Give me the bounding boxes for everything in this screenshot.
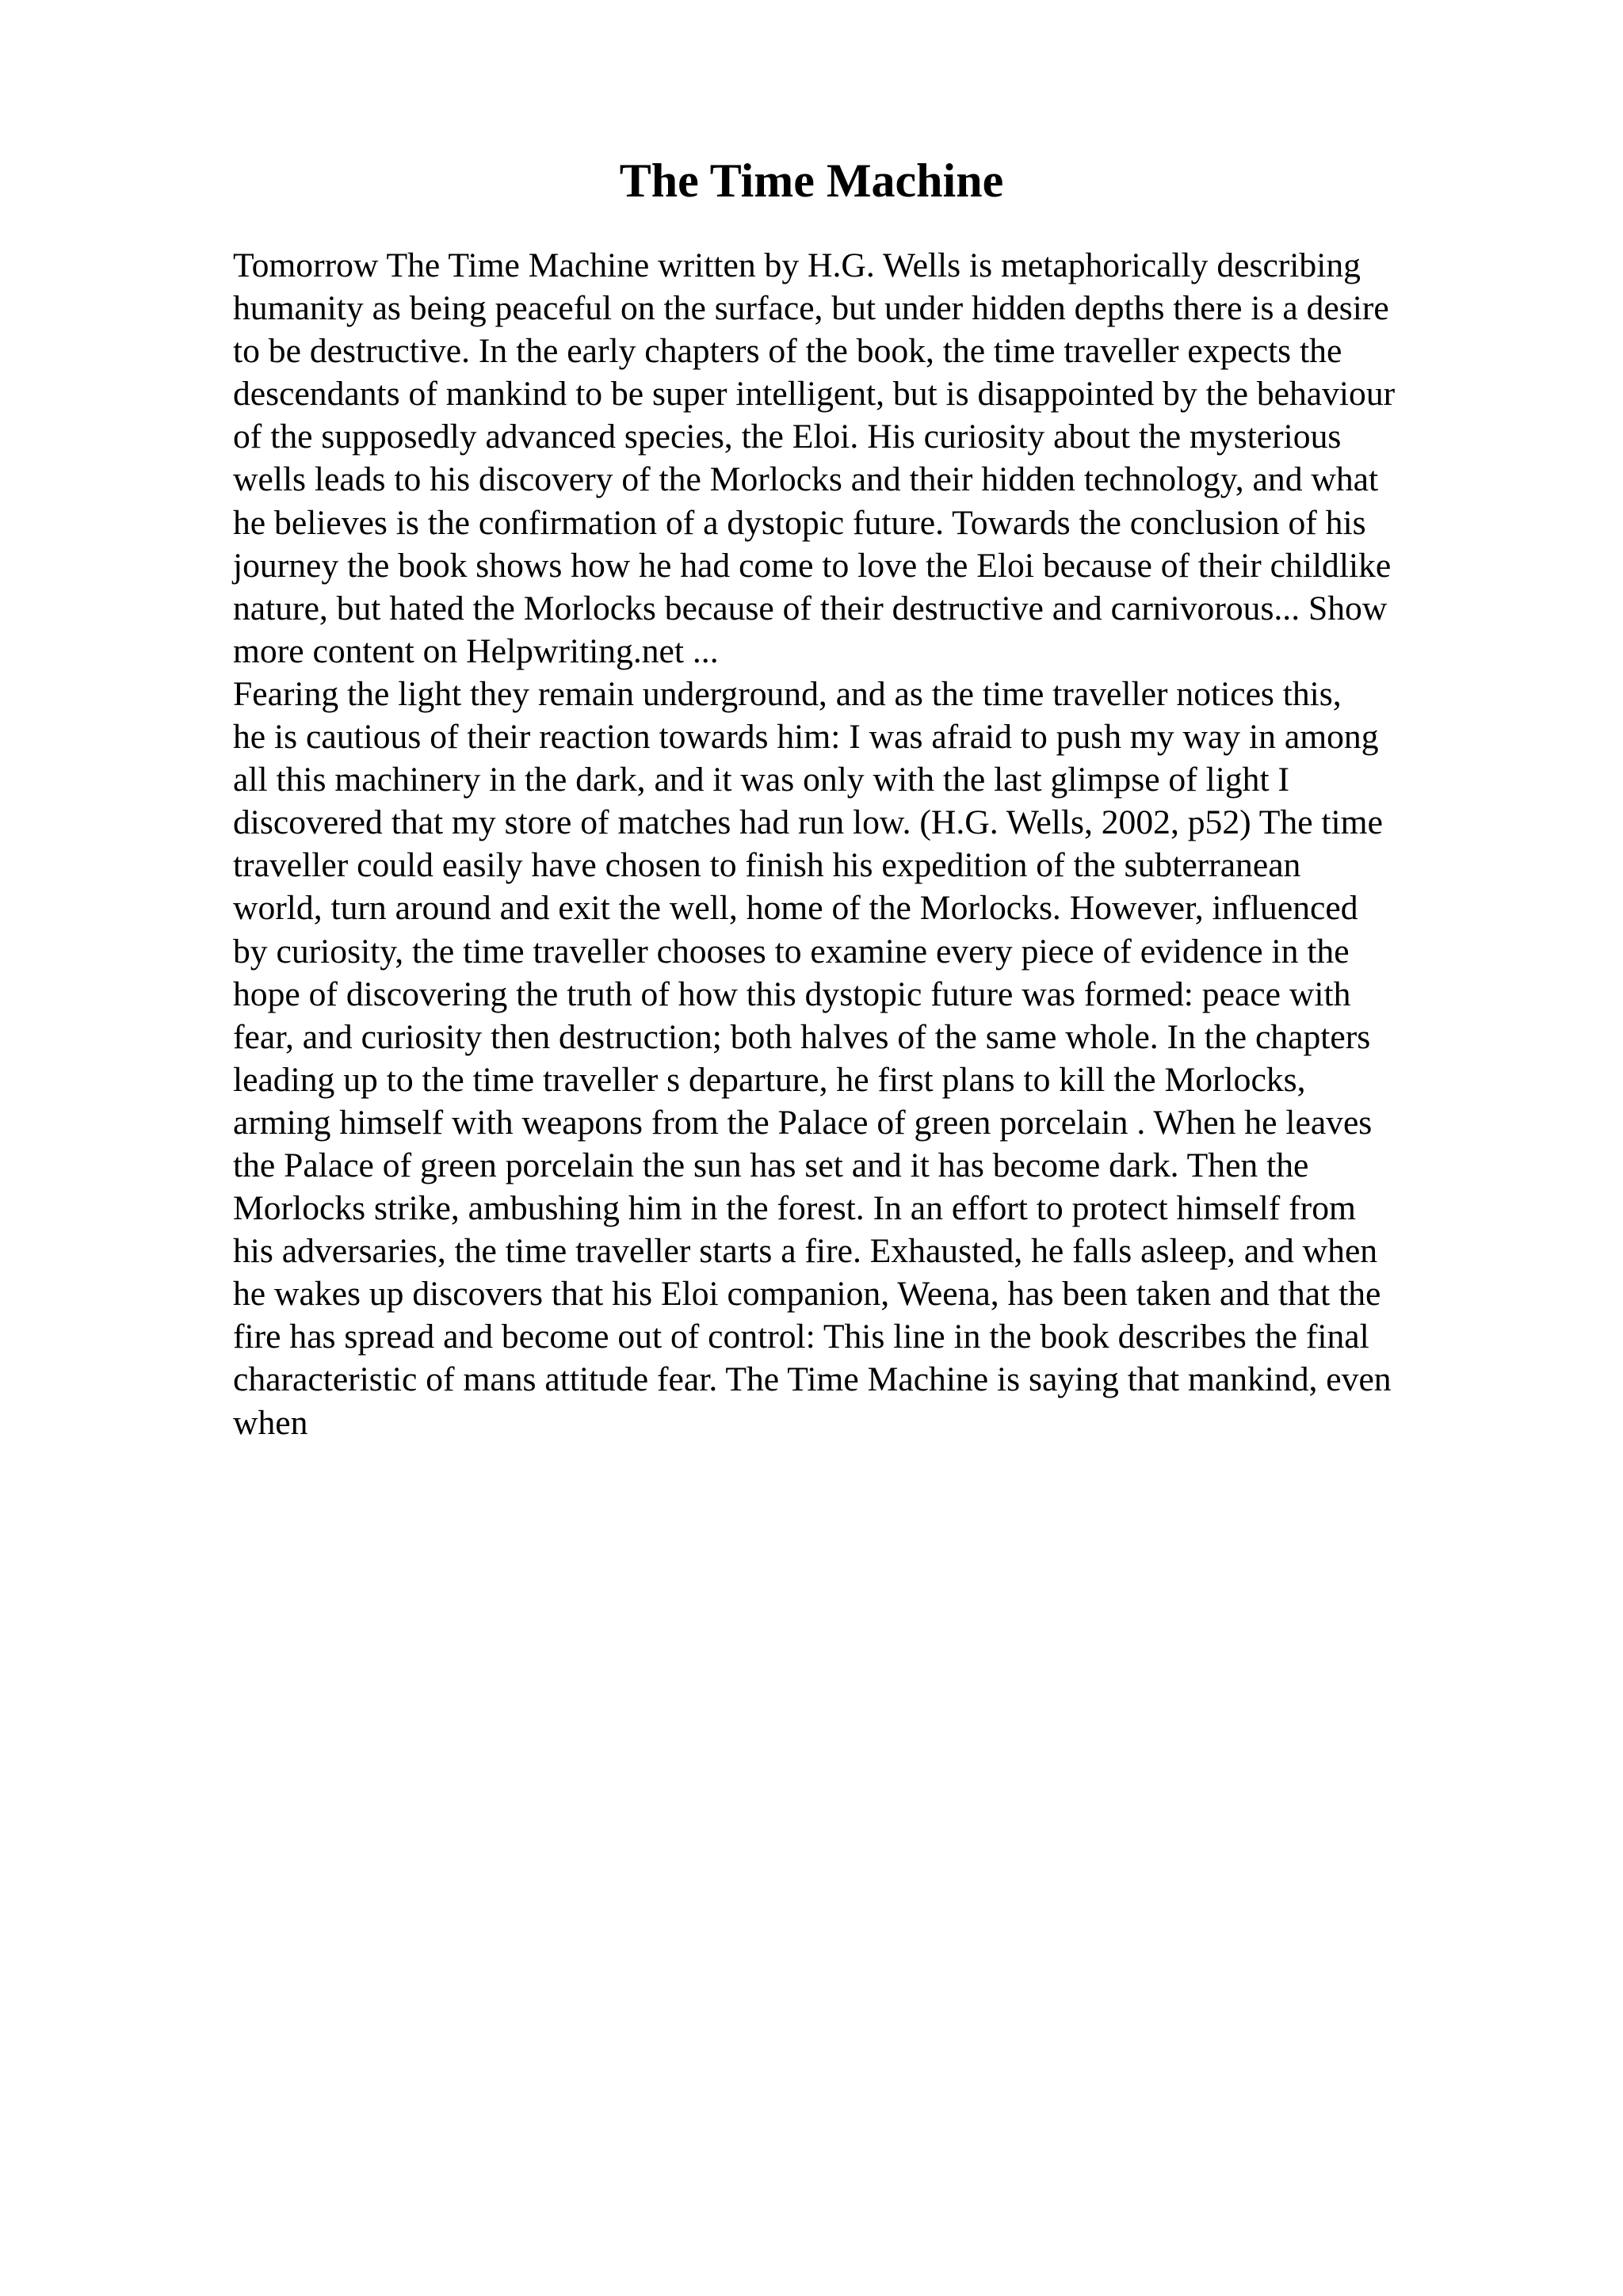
body-line: more content on Helpwriting.net ... — [233, 631, 719, 670]
body-line: all this machinery in the dark, and it was only with the last glimpse of light I — [233, 761, 1289, 799]
body-line: his adversaries, the time traveller starts a fire. Exhausted, he falls asleep, and when — [233, 1232, 1378, 1271]
body-line: to be destructive. In the early chapters of the book, the time traveller expects the — [233, 332, 1342, 371]
document-title: The Time Machine — [619, 154, 1004, 207]
body-line: journey the book shows how he had come to love the Eloi because of their childlike — [233, 546, 1392, 585]
body-line: discovered that my store of matches had run low. (H.G. Wells, 2002, p52) The time — [233, 803, 1383, 842]
body-line: characteristic of mans attitude fear. The Time Machine is saying that mankind, even — [233, 1360, 1392, 1399]
body-line: the Palace of green porcelain the sun has set and it has become dark. Then the — [233, 1146, 1309, 1184]
body-line: fear, and curiosity then destruction; both halves of the same whole. In the chapters — [233, 1017, 1371, 1056]
body-line: humanity as being peaceful on the surface, but under hidden depths there is a desire — [233, 289, 1389, 328]
body-line: fire has spread and become out of control: This line in the book describes the final — [233, 1318, 1369, 1356]
body-line: descendants of mankind to be super intelligent, but is disappointed by the behaviour — [233, 375, 1396, 414]
body-line: he believes is the confirmation of a dystopic future. Towards the conclusion of his — [233, 503, 1366, 542]
body-line: he wakes up discovers that his Eloi companion, Weena, has been taken and that the — [233, 1275, 1381, 1314]
body-line: traveller could easily have chosen to finish his expedition of the subterranean — [233, 846, 1301, 885]
body-line: when — [233, 1403, 308, 1442]
body-line: of the supposedly advanced species, the Eloi. His curiosity about the mysterious — [233, 418, 1342, 456]
body-line: nature, but hated the Morlocks because of their destructive and carnivorous... Show — [233, 589, 1388, 627]
body-line: Morlocks strike, ambushing him in the forest. In an effort to protect himself from — [233, 1189, 1356, 1228]
body-line: Tomorrow The Time Machine written by H.G. Wells is metaphorically describing — [233, 246, 1361, 284]
body-line: by curiosity, the time traveller chooses to examine every piece of evidence in the — [233, 932, 1350, 971]
body-line: hope of discovering the truth of how this dystopic future was formed: peace with — [233, 974, 1351, 1013]
body-line: leading up to the time traveller s departure, he first plans to kill the Morlocks, — [233, 1060, 1306, 1099]
body-line: world, turn around and exit the well, home of the Morlocks. However, influenced — [233, 889, 1358, 928]
body-line: Fearing the light they remain underground, and as the time traveller notices this, — [233, 674, 1342, 713]
body-line: he is cautious of their reaction towards him: I was afraid to push my way in among — [233, 718, 1379, 757]
body-line: arming himself with weapons from the Palace of green porcelain . When he leaves — [233, 1103, 1373, 1142]
body-line: wells leads to his discovery of the Morlocks and their hidden technology, and what — [233, 460, 1379, 499]
document-body — [233, 244, 1485, 1444]
